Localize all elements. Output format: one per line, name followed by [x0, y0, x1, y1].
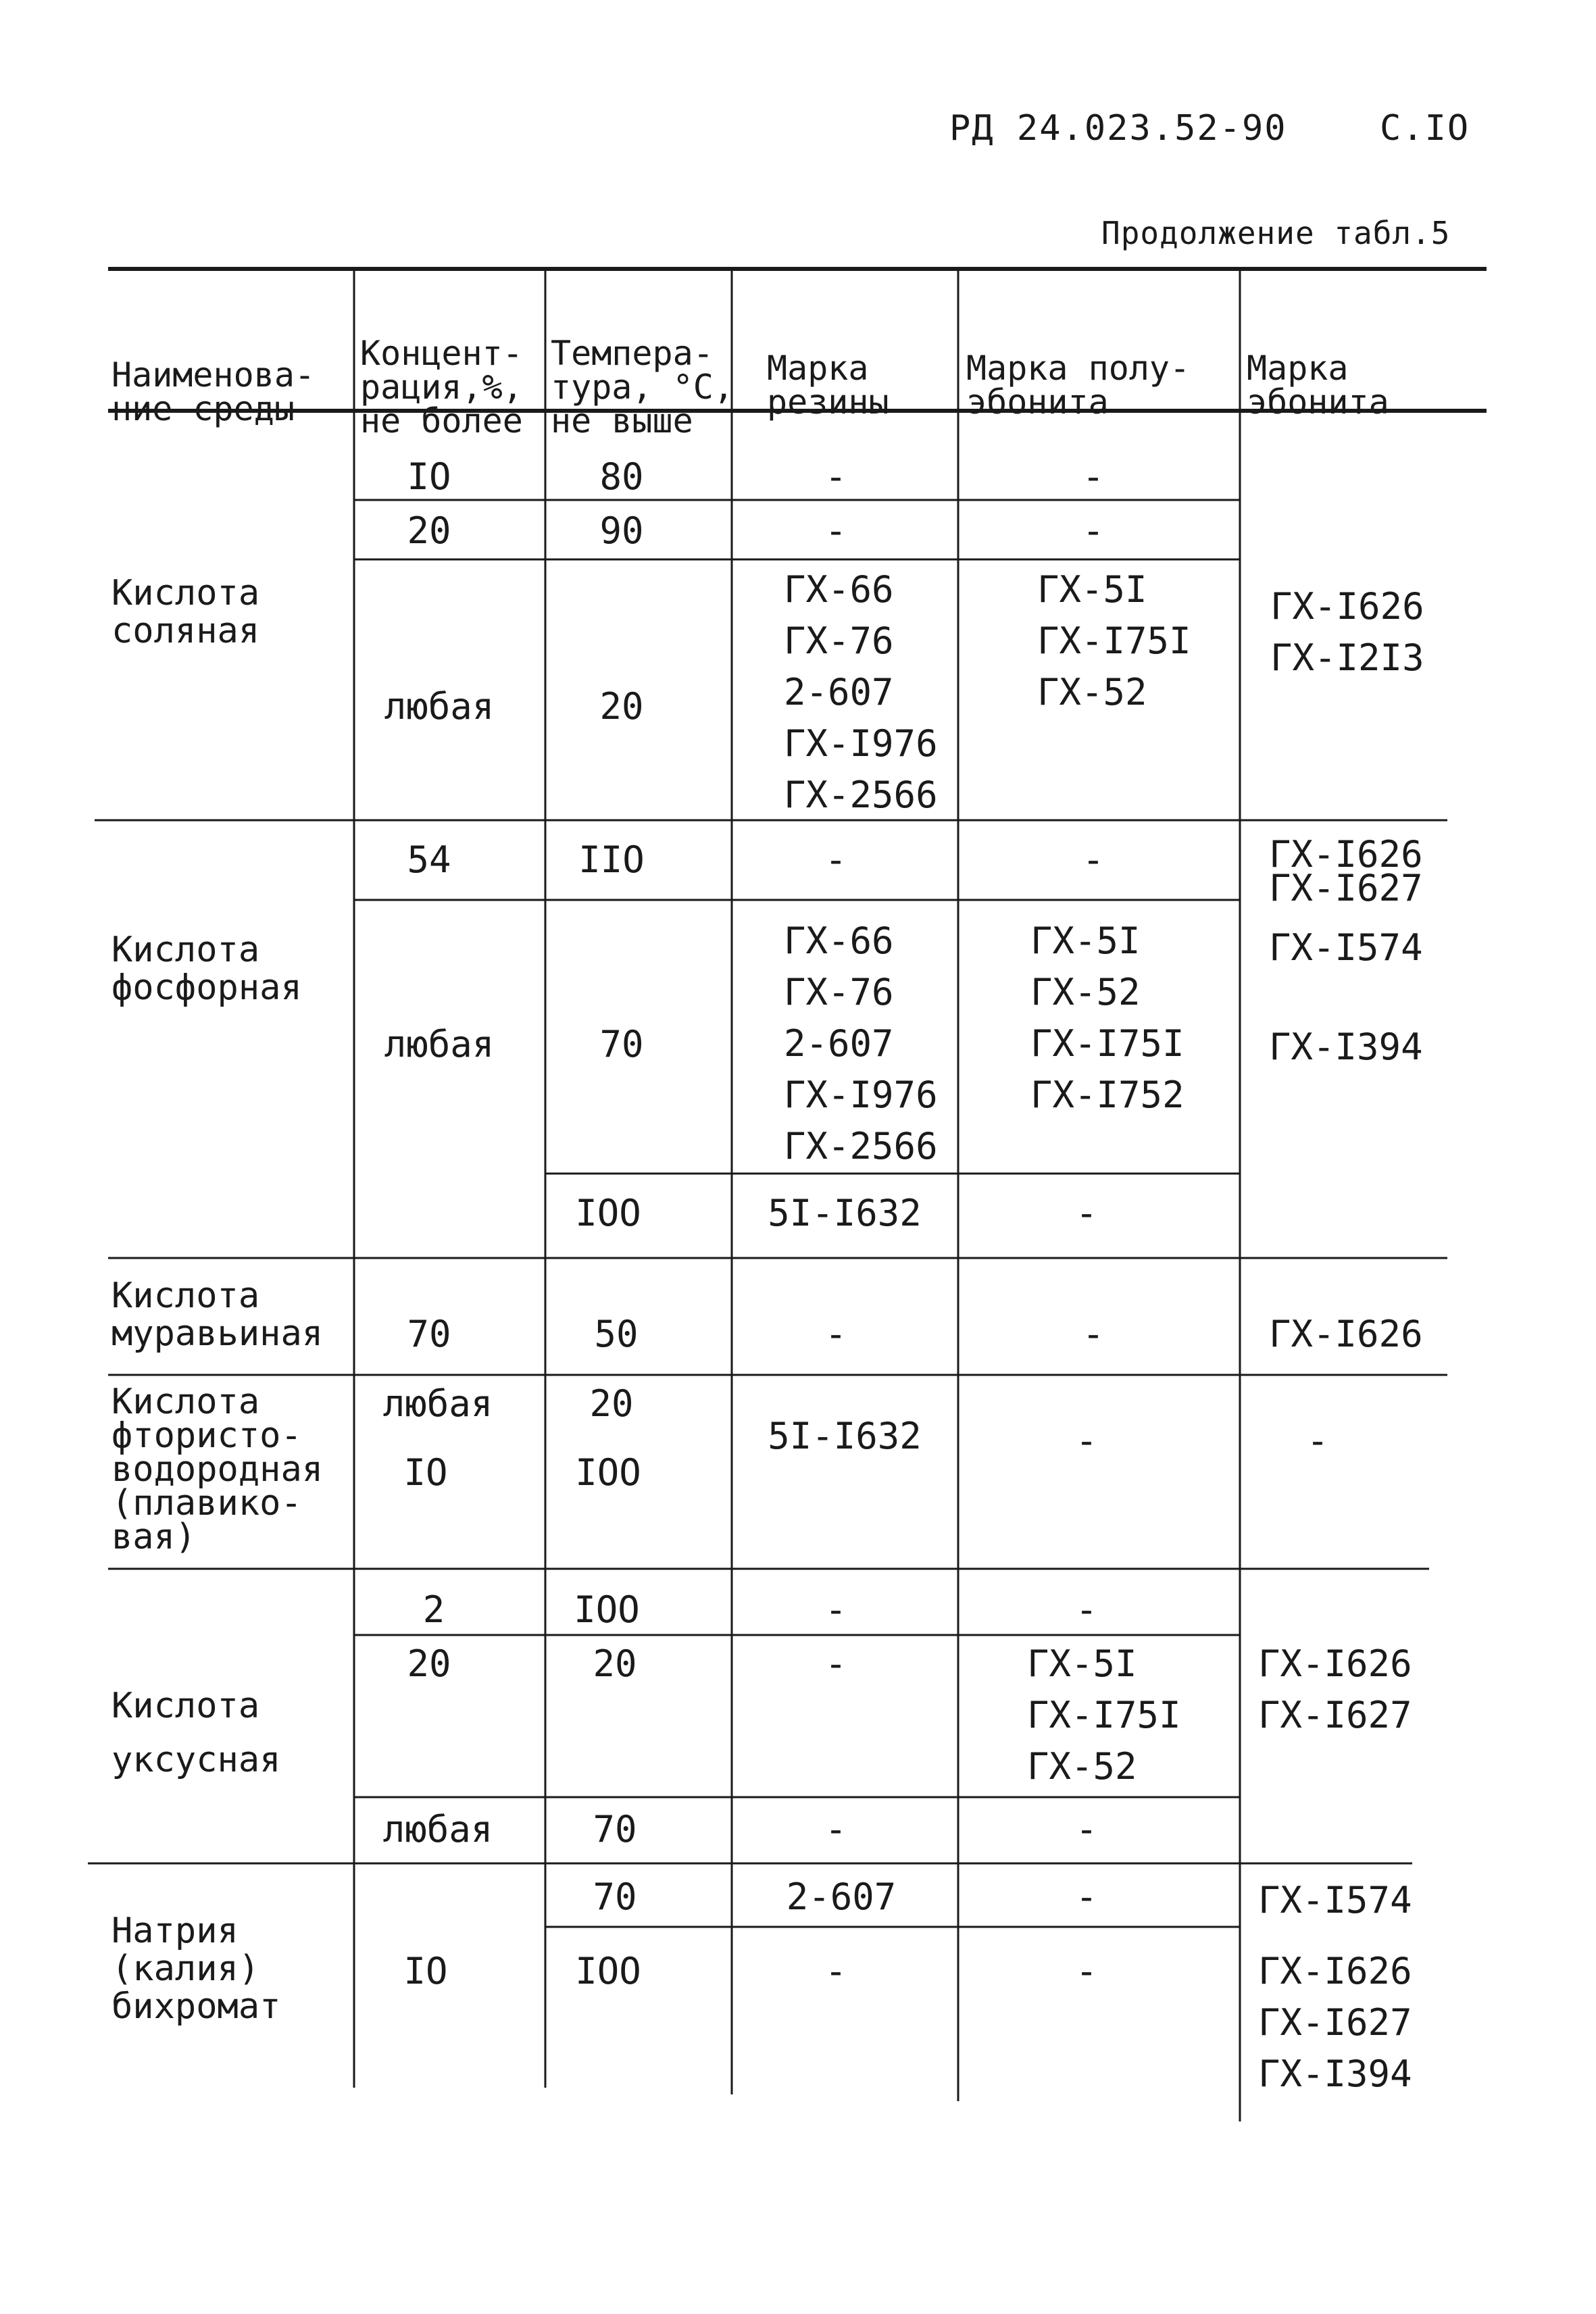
rubber-grade-list: ГХ-66 ГХ-76 2-607 ГХ-I976 ГХ-2566 — [784, 920, 938, 1167]
medium-name: Кислота соляная — [111, 573, 260, 651]
table-cell: - — [1082, 455, 1105, 498]
ebonite-grade: ГХ-I626 — [1269, 1313, 1423, 1355]
table-cell: - — [1082, 509, 1105, 552]
table-cell: IIO — [578, 838, 645, 881]
table-cell: - — [824, 509, 847, 552]
table-cell: 54 — [407, 838, 451, 881]
table-cell: 70 — [593, 1876, 637, 1918]
table-cell: - — [1075, 1950, 1098, 1992]
table-caption: Продолжение табл.5 — [1101, 215, 1451, 251]
table-cell: любая — [384, 685, 495, 728]
ebonite-grade: ГХ-I574 — [1269, 926, 1423, 969]
semi-ebonite-grade-list: ГХ-5I ГХ-52 ГХ-I75I ГХ-I752 — [1030, 920, 1184, 1116]
col-header-concentration: Концент- рация,%, не более — [360, 334, 523, 441]
table-cell: 90 — [599, 509, 644, 552]
col-header-medium: Наименова- ние среды — [111, 355, 316, 428]
table-cell: - — [824, 838, 847, 881]
table-cell: - — [1075, 1419, 1098, 1462]
table-cell: - — [824, 1313, 847, 1355]
table-cell: - — [1075, 1876, 1098, 1918]
table-cell: - — [824, 1950, 847, 1992]
ebonite-grade: ГХ-I574 — [1258, 1879, 1412, 1921]
table-cell: 50 — [594, 1313, 639, 1355]
medium-name: Кислота уксусная — [111, 1686, 281, 1780]
table-cell: - — [1306, 1419, 1329, 1462]
table-cell: 20 — [599, 685, 644, 728]
table-cell: 2 — [422, 1588, 445, 1631]
ebonite-grade: ГХ-I394 — [1269, 1026, 1423, 1068]
table-cell: IOO — [575, 1950, 641, 1992]
table-cell: 5I-I632 — [768, 1192, 922, 1234]
table-cell: 70 — [593, 1808, 637, 1851]
table-cell: - — [1075, 1588, 1098, 1631]
ebonite-grade-list: ГХ-I626 ГХ-I627 — [1258, 1642, 1412, 1736]
table-cell: - — [824, 1588, 847, 1631]
ebonite-grade-list: ГХ-I626 ГХ-I627 ГХ-I394 — [1258, 1950, 1412, 2095]
table-cell: 70 — [599, 1023, 644, 1065]
table-cell: 70 — [407, 1313, 451, 1355]
ebonite-grade-list: ГХ-I626 ГХ-I2I3 — [1270, 585, 1424, 679]
medium-name: Кислота муравьиная — [111, 1276, 324, 1354]
semi-ebonite-grade-list: ГХ-5I ГХ-I75I ГХ-52 — [1037, 568, 1191, 713]
table-cell: 20 — [407, 1642, 451, 1685]
document-code: РД 24.023.52-90 — [949, 108, 1287, 149]
ebonite-grade-list: ГХ-I626 ГХ-I627 — [1269, 833, 1423, 909]
table-cell: IOO — [575, 1192, 641, 1234]
table-cell: - — [1075, 1808, 1098, 1851]
col-header-semi-ebonite: Марка полу- эбонита — [966, 349, 1191, 422]
medium-name: Кислота фосфорная — [111, 930, 302, 1008]
table-cell: IOO — [574, 1588, 640, 1631]
semi-ebonite-grade-list: ГХ-5I ГХ-I75I ГХ-52 — [1027, 1642, 1181, 1788]
table-cell: 2-607 — [786, 1876, 897, 1918]
table-cell: любая — [382, 1382, 493, 1425]
col-header-rubber: Марка резины — [767, 349, 889, 422]
table-cell: 80 — [599, 455, 644, 498]
table-cell: IOO — [575, 1451, 641, 1494]
table-cell: 20 — [407, 509, 451, 552]
medium-name: Кислота фтористо- водородная (плавико- вая) — [111, 1382, 324, 1557]
page-number: С.IO — [1380, 108, 1470, 149]
table-cell: любая — [382, 1808, 493, 1851]
col-header-temperature: Темпера- тура, °С, не выше — [551, 334, 734, 441]
table-cell: IO — [403, 1451, 448, 1494]
table-cell: - — [1082, 838, 1105, 881]
table-cell: 20 — [589, 1382, 634, 1425]
table-cell: любая — [384, 1023, 495, 1065]
table-cell: - — [824, 1808, 847, 1851]
table-cell: 20 — [593, 1642, 637, 1685]
table-cell: - — [824, 1642, 847, 1685]
table-cell: - — [824, 455, 847, 498]
medium-name: Натрия (калия) бихромат — [111, 1911, 281, 2027]
table-cell: IO — [403, 1950, 448, 1992]
table-cell: - — [1082, 1313, 1105, 1355]
table-cell: 5I-I632 — [768, 1415, 922, 1457]
col-header-ebonite: Марка эбонита — [1247, 349, 1389, 422]
table-cell: IO — [407, 455, 451, 498]
rubber-grade-list: ГХ-66 ГХ-76 2-607 ГХ-I976 ГХ-2566 — [784, 568, 938, 816]
table-cell: - — [1075, 1192, 1098, 1234]
